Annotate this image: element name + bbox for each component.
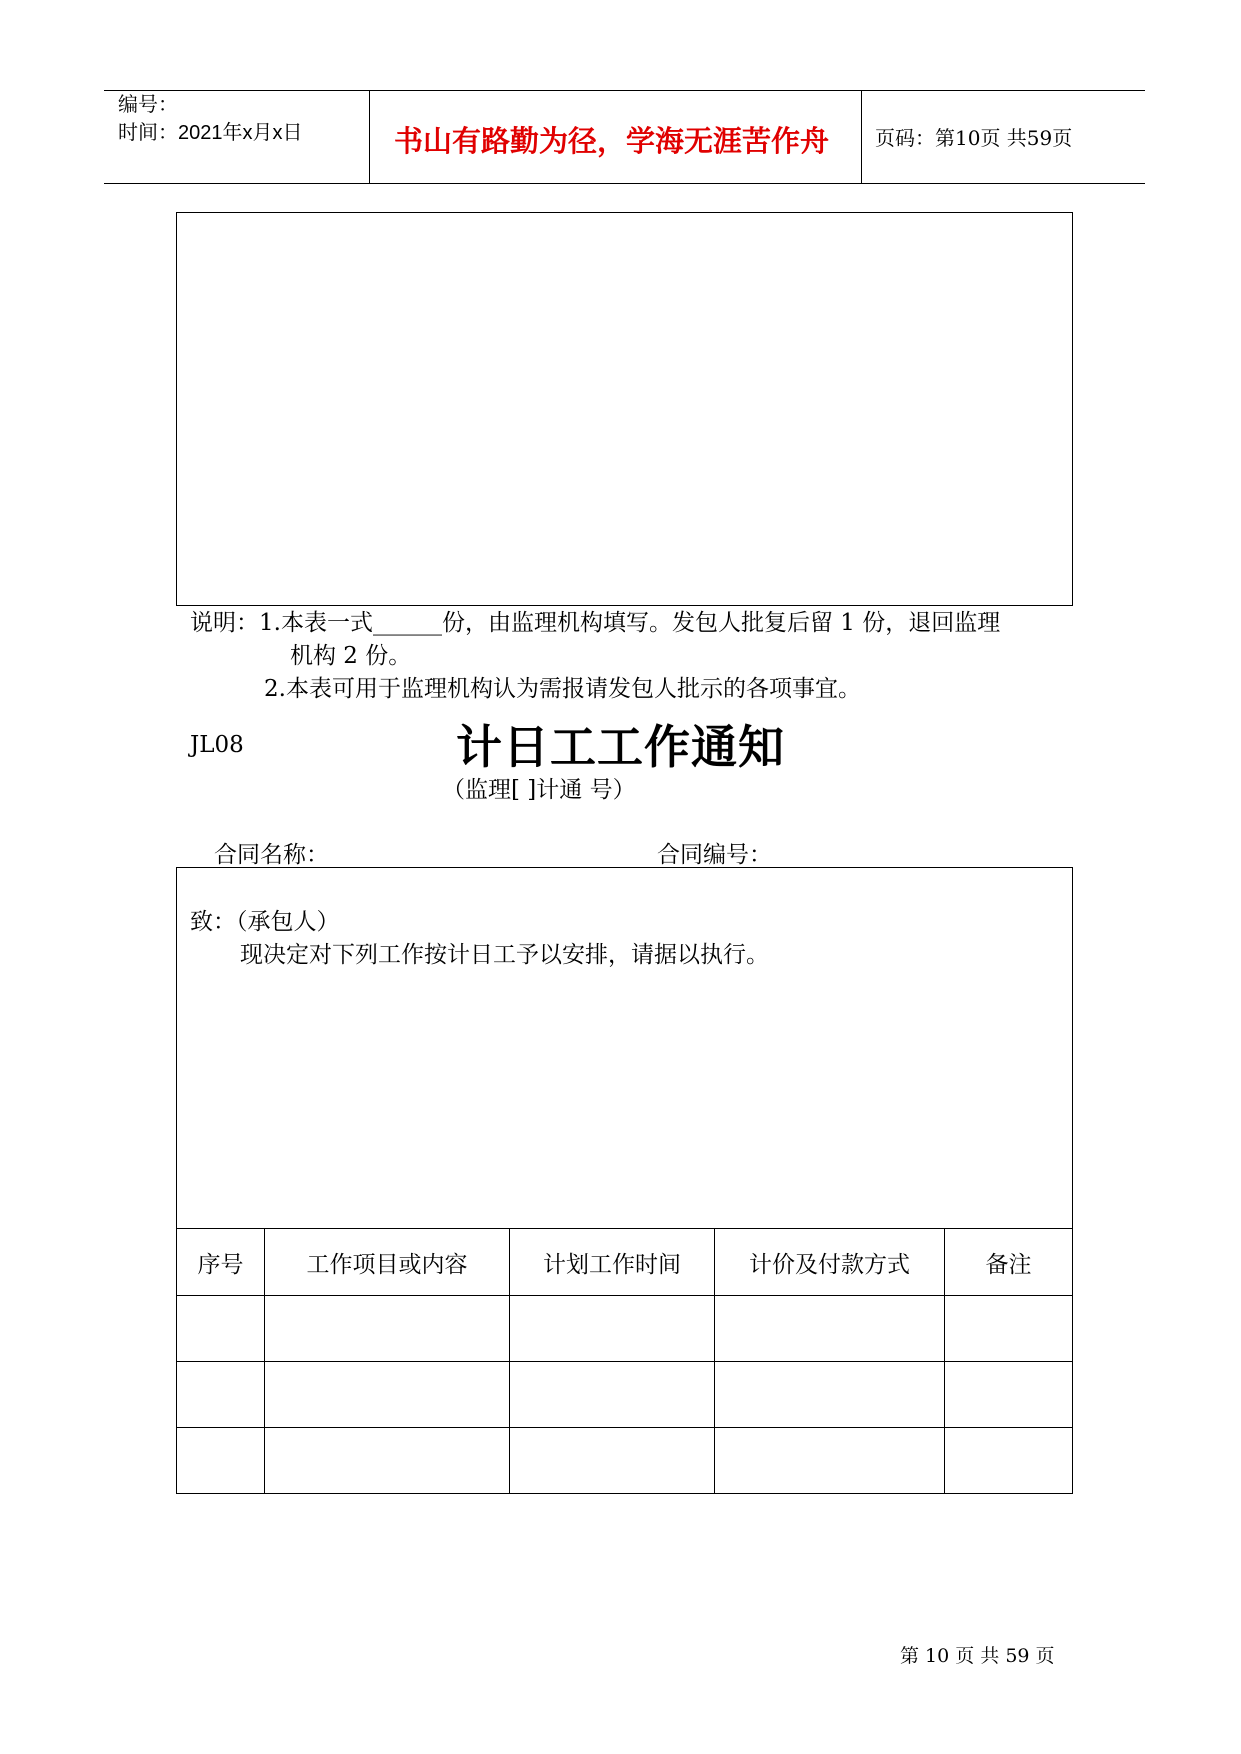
table-cell [715,1362,945,1428]
table-header-row [177,1229,1073,1296]
col-header-pricing-payment: 计价及付款方式 [715,1229,945,1296]
table-cell [177,1296,265,1362]
table-row [177,1428,1073,1494]
upper-form-box [176,212,1073,606]
form-subtitle: （监理[ ]计通 号） [442,777,636,803]
table-cell [177,1362,265,1428]
contract-name-label: 合同名称： [214,842,329,868]
table-cell [265,1428,510,1494]
header-bottom-rule [104,183,1145,184]
footer-page-number: 第 10 页 共 59 页 [900,1645,1055,1667]
table-cell [715,1428,945,1494]
table-cell [715,1296,945,1362]
table-row [177,1362,1073,1428]
time-label: 时间：2021年x月x日 [118,122,303,144]
table-cell [510,1428,715,1494]
header-divider-left [369,90,370,183]
form-title: 计日工工作通知 [456,720,785,774]
contract-no-label: 合同编号： [657,842,772,868]
note-line-1: 说明：1.本表一式______份，由监理机构填写。发包人批复后留 1 份，退回监理 [190,610,1001,636]
notice-body: 现决定对下列工作按计日工予以安排，请据以执行。 [240,942,769,968]
col-header-remarks: 备注 [945,1229,1073,1296]
table-cell [510,1362,715,1428]
work-table [176,1228,1073,1494]
note-line-1-cont: 机构 2 份。 [290,643,412,669]
table-cell [177,1428,265,1494]
table-cell [945,1362,1073,1428]
table-cell [510,1296,715,1362]
col-header-planned-time: 计划工作时间 [510,1229,715,1296]
serial-label: 编号： [118,94,178,116]
table-cell [945,1428,1073,1494]
page-label: 页码：第10页 共59页 [875,126,1073,150]
note-line-2: 2.本表可用于监理机构认为需报请发包人批示的各项事宜。 [264,676,861,702]
table-cell [945,1296,1073,1362]
recipient-line: 致：（承包人） [190,909,340,935]
table-cell [265,1296,510,1362]
form-code: JL08 [190,732,244,758]
table-row [177,1296,1073,1362]
col-header-serial: 序号 [177,1229,265,1296]
header-divider-right [861,90,862,183]
motto: 书山有路勤为径，学海无涯苦作舟 [394,124,830,158]
col-header-work-item: 工作项目或内容 [265,1229,510,1296]
table-cell [265,1362,510,1428]
header-top-rule [104,90,1145,91]
